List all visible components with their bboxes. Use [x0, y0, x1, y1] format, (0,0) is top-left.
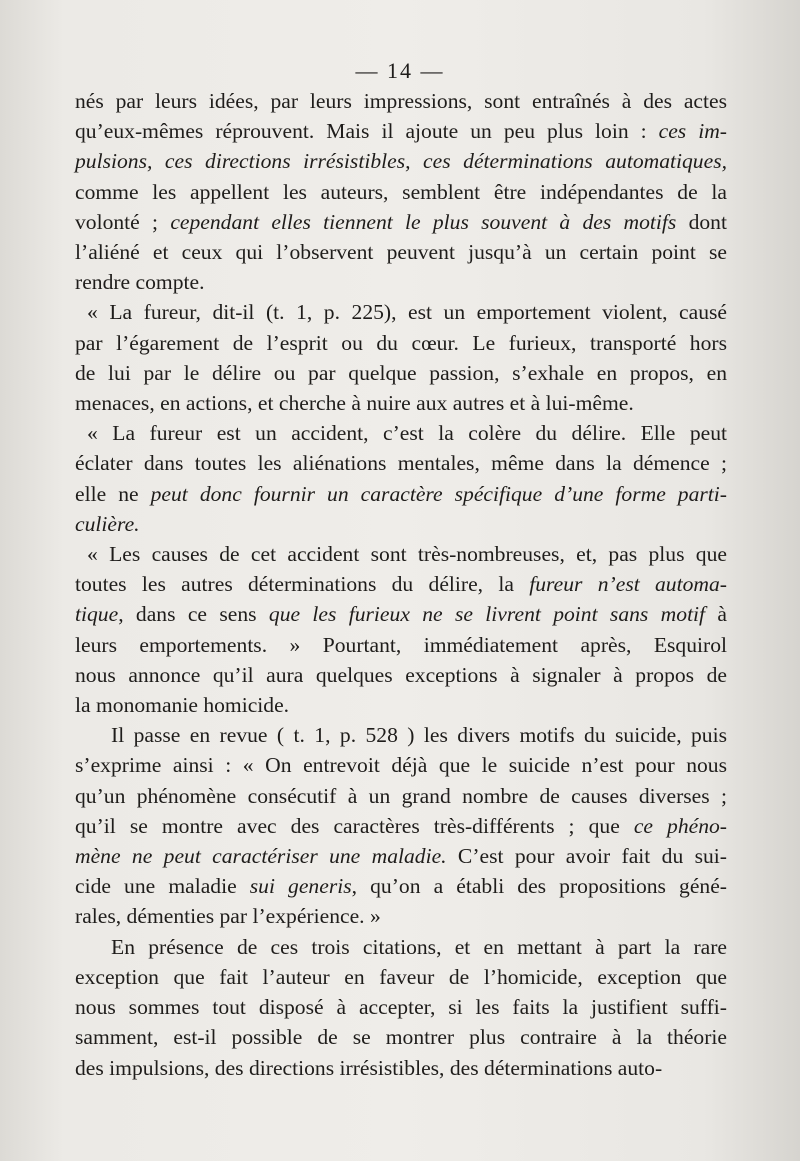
text-segment: éclater dans toutes les aliénations mentales, même dans la démence ;	[75, 451, 727, 476]
italic-text: cependant elles tiennent le plus souvent à des motifs	[170, 209, 677, 234]
text-segment: qu’un phénomène consécutif à un grand nombre de causes diverses ;	[75, 783, 727, 808]
text-segment: « La fureur est un accident, c’est la colère du délire. Elle peut	[87, 421, 727, 446]
text-segment: C’est pour avoir fait du sui-	[446, 844, 727, 869]
italic-text: pulsions, ces directions irrésistibles, ces déterminations automatiques,	[75, 149, 727, 174]
italic-text: tique	[75, 602, 119, 627]
paragraph	[75, 418, 727, 539]
page-number: — 14 —	[355, 58, 445, 83]
text-line	[75, 720, 727, 750]
text-segment: dont	[676, 209, 727, 234]
paragraph	[75, 297, 727, 418]
text-line	[75, 146, 727, 176]
text-line	[75, 811, 727, 841]
italic-text: mène ne peut caractériser une maladie.	[75, 844, 447, 869]
text-segment: nous sommes tout disposé à accepter, si les faits la justifient suffi-	[75, 995, 727, 1020]
text-segment: la monomanie homicide.	[75, 693, 290, 718]
text-line	[75, 267, 727, 297]
paragraph	[75, 539, 727, 720]
paragraph	[75, 932, 727, 1083]
italic-text: fureur n’est automa-	[529, 572, 727, 597]
text-segment: , qu’on a établi des propositions géné-	[351, 874, 727, 899]
text-segment: qu’eux-mêmes réprouvent. Mais il ajoute un peu plus loin :	[75, 119, 659, 144]
text-line	[75, 328, 727, 358]
text-segment: « Les causes de cet accident sont très-nombreuses, et, pas plus que	[87, 542, 727, 567]
paragraph	[75, 86, 727, 297]
text-line	[75, 599, 727, 629]
text-segment: nous annonce qu’il aura quelques exceptions à signaler à propos de	[75, 662, 727, 687]
text-segment: à	[705, 602, 727, 627]
text-segment: exception que fait l’auteur en faveur de l’homicide, exception que	[75, 964, 727, 989]
text-line	[75, 418, 727, 448]
text-line	[75, 177, 727, 207]
text-line	[75, 690, 727, 720]
text-line	[75, 750, 727, 780]
text-segment: , dans ce sens	[118, 602, 269, 627]
text-line	[75, 237, 727, 267]
text-line	[75, 86, 727, 116]
text-line	[75, 1053, 727, 1083]
text-line	[75, 116, 727, 146]
italic-text: ce phéno-	[633, 813, 728, 838]
text-line	[75, 479, 727, 509]
text-segment: nés par leurs idées, par leurs impressions, sont entraînés à des actes	[75, 89, 727, 113]
text-segment: Il passe en revue ( t. 1, p. 528 ) les divers motifs du suicide, puis	[111, 723, 727, 748]
text-segment: par l’égarement de l’esprit ou du cœur. Le furieux, transporté hors	[75, 330, 727, 355]
text-line	[75, 932, 727, 962]
text-segment: rendre compte.	[75, 270, 205, 295]
text-line	[75, 630, 727, 660]
italic-text: que les furieux ne se livrent point sans motif	[268, 602, 706, 627]
text-segment: l’aliéné et ceux qui l’observent peuvent jusqu’à un certain point se	[75, 240, 727, 265]
text-segment: comme les appellent les auteurs, semblent être indépendantes de la	[75, 179, 727, 204]
text-segment: menaces, en actions, et cherche à nuire aux autres et à lui-même.	[75, 391, 634, 416]
body-text	[75, 86, 727, 1083]
text-line	[75, 569, 727, 599]
text-segment: « La fureur, dit-il (t. 1, p. 225), est un emportement violent, causé	[87, 300, 727, 325]
text-line	[75, 781, 727, 811]
text-segment: toutes les autres déterminations du délire, la	[75, 572, 530, 597]
text-segment: samment, est-il possible de se montrer plus contraire à la théorie	[75, 1025, 727, 1050]
text-segment: volonté ;	[75, 209, 171, 234]
text-line	[75, 297, 727, 327]
text-segment: En présence de ces trois citations, et en mettant à part la rare	[111, 934, 727, 959]
italic-text: sui generis	[249, 874, 352, 899]
text-segment: cide une maladie	[75, 874, 250, 899]
italic-text: ces im-	[658, 119, 727, 144]
text-line	[75, 539, 727, 569]
text-line	[75, 1022, 727, 1052]
text-segment: qu’il se montre avec des caractères très-différents ; que	[75, 813, 634, 838]
text-line	[75, 448, 727, 478]
text-line	[75, 660, 727, 690]
text-line	[75, 841, 727, 871]
text-line	[75, 901, 727, 931]
italic-text: culière.	[75, 511, 140, 536]
text-line	[75, 962, 727, 992]
text-segment: des impulsions, des directions irrésistibles, des déterminations auto-	[75, 1055, 663, 1080]
italic-text: peut donc fournir un caractère spécifique d’une forme parti-	[150, 481, 727, 506]
text-segment: elle ne	[75, 481, 151, 506]
text-segment: de lui par le délire ou par quelque passion, s’exhale en propos, en	[75, 360, 727, 385]
paragraph	[75, 720, 727, 931]
text-segment: s’exprime ainsi : « On entrevoit déjà que le suicide n’est pour nous	[75, 753, 727, 778]
text-line	[75, 358, 727, 388]
text-line	[75, 388, 727, 418]
text-segment: leurs emportements. » Pourtant, immédiatement après, Esquirol	[75, 632, 727, 657]
text-line	[75, 871, 727, 901]
text-line	[75, 509, 727, 539]
text-segment: rales, démenties par l’expérience. »	[75, 904, 381, 929]
text-line	[75, 207, 727, 237]
text-line	[75, 992, 727, 1022]
